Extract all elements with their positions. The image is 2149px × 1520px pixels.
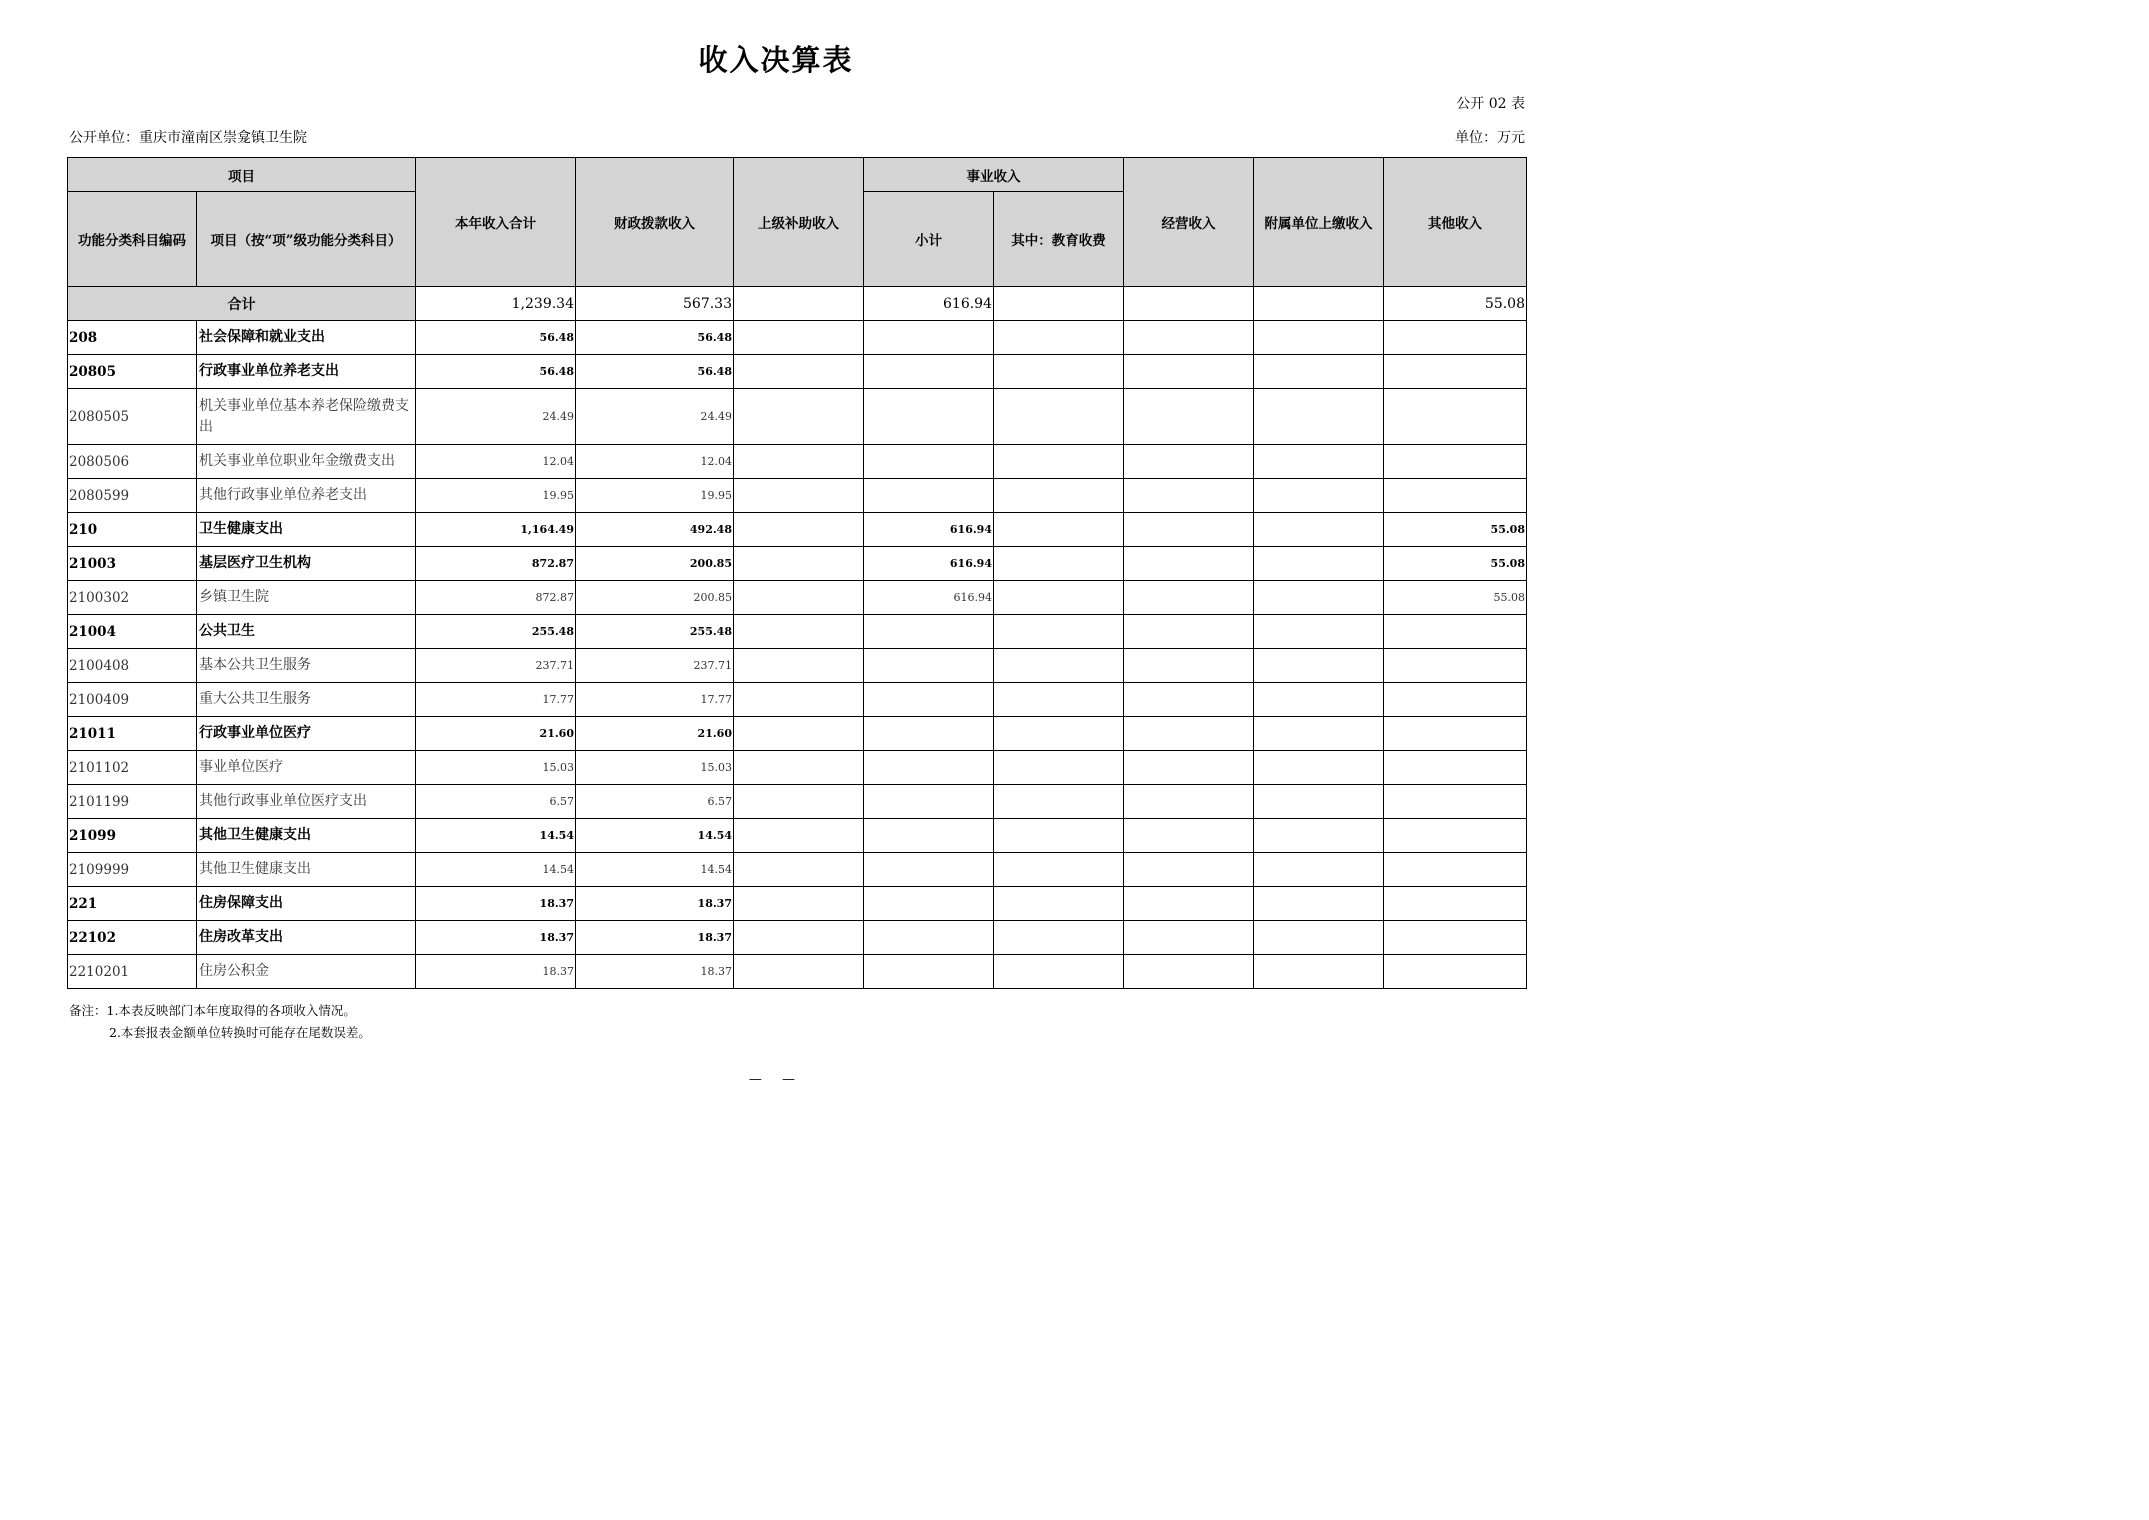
row-name: 卫生健康支出 <box>197 513 416 547</box>
row-edu <box>994 479 1124 513</box>
table-row <box>68 321 1527 355</box>
total-edu <box>994 287 1124 321</box>
row-superior <box>734 853 864 887</box>
table-row <box>68 887 1527 921</box>
header-name: 项目（按“项”级功能分类科目） <box>197 192 416 287</box>
row-code: 2210201 <box>68 955 197 989</box>
form-number: 公开 02 表 <box>1456 96 1525 112</box>
row-total: 14.54 <box>416 853 576 887</box>
row-superior <box>734 479 864 513</box>
row-affiliated <box>1254 819 1384 853</box>
row-total: 255.48 <box>416 615 576 649</box>
row-other <box>1384 785 1527 819</box>
row-operating <box>1124 321 1254 355</box>
row-fiscal: 12.04 <box>576 445 734 479</box>
row-total: 21.60 <box>416 717 576 751</box>
row-superior <box>734 683 864 717</box>
row-fiscal: 24.49 <box>576 389 734 445</box>
row-other <box>1384 955 1527 989</box>
row-name: 其他卫生健康支出 <box>197 819 416 853</box>
row-superior <box>734 785 864 819</box>
row-total: 872.87 <box>416 581 576 615</box>
row-fiscal: 200.85 <box>576 581 734 615</box>
row-code: 20805 <box>68 355 197 389</box>
row-affiliated <box>1254 649 1384 683</box>
row-subtotal: 616.94 <box>864 547 994 581</box>
row-other <box>1384 615 1527 649</box>
row-edu <box>994 649 1124 683</box>
header-code: 功能分类科目编码 <box>68 192 197 287</box>
row-operating <box>1124 683 1254 717</box>
row-other <box>1384 921 1527 955</box>
row-total: 12.04 <box>416 445 576 479</box>
row-other <box>1384 887 1527 921</box>
row-superior <box>734 955 864 989</box>
row-subtotal <box>864 615 994 649</box>
row-code: 2101102 <box>68 751 197 785</box>
table-row <box>68 751 1527 785</box>
row-superior <box>734 819 864 853</box>
row-fiscal: 56.48 <box>576 321 734 355</box>
row-superior <box>734 581 864 615</box>
row-operating <box>1124 785 1254 819</box>
header-total: 本年收入合计 <box>416 158 576 287</box>
row-subtotal <box>864 921 994 955</box>
row-other <box>1384 321 1527 355</box>
total-other: 55.08 <box>1384 287 1527 321</box>
row-affiliated <box>1254 683 1384 717</box>
row-total: 18.37 <box>416 955 576 989</box>
row-superior <box>734 649 864 683</box>
row-affiliated <box>1254 321 1384 355</box>
row-fiscal: 18.37 <box>576 921 734 955</box>
row-code: 21011 <box>68 717 197 751</box>
row-fiscal: 19.95 <box>576 479 734 513</box>
row-total: 56.48 <box>416 321 576 355</box>
row-edu <box>994 445 1124 479</box>
row-total: 56.48 <box>416 355 576 389</box>
table-row <box>68 581 1527 615</box>
row-total: 24.49 <box>416 389 576 445</box>
row-other <box>1384 853 1527 887</box>
row-name: 其他卫生健康支出 <box>197 853 416 887</box>
row-edu <box>994 547 1124 581</box>
row-superior <box>734 615 864 649</box>
row-other <box>1384 819 1527 853</box>
row-other: 55.08 <box>1384 581 1527 615</box>
row-operating <box>1124 921 1254 955</box>
page-title: 收入决算表 <box>698 43 854 77</box>
row-superior <box>734 321 864 355</box>
row-name: 事业单位医疗 <box>197 751 416 785</box>
row-code: 208 <box>68 321 197 355</box>
row-affiliated <box>1254 547 1384 581</box>
row-fiscal: 237.71 <box>576 649 734 683</box>
note-1: 备注：1.本表反映部门本年度取得的各项收入情况。 <box>69 1003 356 1018</box>
row-affiliated <box>1254 887 1384 921</box>
row-name: 住房改革支出 <box>197 921 416 955</box>
row-subtotal <box>864 887 994 921</box>
row-edu <box>994 955 1124 989</box>
row-code: 2080505 <box>68 389 197 445</box>
header-subtotal: 小计 <box>864 192 994 287</box>
row-subtotal <box>864 785 994 819</box>
total-label: 合计 <box>68 287 416 321</box>
row-fiscal: 18.37 <box>576 887 734 921</box>
row-total: 19.95 <box>416 479 576 513</box>
row-name: 其他行政事业单位医疗支出 <box>197 785 416 819</box>
row-fiscal: 21.60 <box>576 717 734 751</box>
row-superior <box>734 547 864 581</box>
row-name: 行政事业单位医疗 <box>197 717 416 751</box>
row-affiliated <box>1254 751 1384 785</box>
row-fiscal: 200.85 <box>576 547 734 581</box>
total-operating <box>1124 287 1254 321</box>
row-edu <box>994 581 1124 615</box>
row-total: 18.37 <box>416 921 576 955</box>
page-footer: — — <box>748 1072 804 1087</box>
row-superior <box>734 513 864 547</box>
row-code: 21003 <box>68 547 197 581</box>
row-fiscal: 14.54 <box>576 819 734 853</box>
row-other <box>1384 649 1527 683</box>
row-code: 21004 <box>68 615 197 649</box>
row-subtotal <box>864 445 994 479</box>
row-edu <box>994 819 1124 853</box>
header-fiscal: 财政拨款收入 <box>576 158 734 287</box>
row-operating <box>1124 355 1254 389</box>
row-affiliated <box>1254 581 1384 615</box>
row-other <box>1384 683 1527 717</box>
row-edu <box>994 853 1124 887</box>
row-operating <box>1124 649 1254 683</box>
row-subtotal <box>864 649 994 683</box>
row-fiscal: 56.48 <box>576 355 734 389</box>
row-name: 乡镇卫生院 <box>197 581 416 615</box>
row-other <box>1384 445 1527 479</box>
row-total: 6.57 <box>416 785 576 819</box>
row-affiliated <box>1254 717 1384 751</box>
row-name: 住房公积金 <box>197 955 416 989</box>
row-superior <box>734 389 864 445</box>
row-code: 210 <box>68 513 197 547</box>
row-subtotal <box>864 751 994 785</box>
header-project: 项目 <box>68 158 416 192</box>
row-operating <box>1124 547 1254 581</box>
total-total: 1,239.34 <box>416 287 576 321</box>
row-name: 机关事业单位职业年金缴费支出 <box>197 445 416 479</box>
row-total: 15.03 <box>416 751 576 785</box>
row-affiliated <box>1254 445 1384 479</box>
row-subtotal <box>864 479 994 513</box>
row-edu <box>994 389 1124 445</box>
row-subtotal <box>864 355 994 389</box>
total-fiscal: 567.33 <box>576 287 734 321</box>
row-subtotal <box>864 819 994 853</box>
row-name: 重大公共卫生服务 <box>197 683 416 717</box>
table-body <box>68 158 1527 989</box>
row-fiscal: 6.57 <box>576 785 734 819</box>
row-operating <box>1124 751 1254 785</box>
row-affiliated <box>1254 355 1384 389</box>
total-superior <box>734 287 864 321</box>
row-fiscal: 15.03 <box>576 751 734 785</box>
row-operating <box>1124 853 1254 887</box>
row-subtotal <box>864 389 994 445</box>
row-edu <box>994 683 1124 717</box>
row-affiliated <box>1254 615 1384 649</box>
row-edu <box>994 355 1124 389</box>
row-superior <box>734 751 864 785</box>
notes <box>69 1000 371 1044</box>
row-operating <box>1124 389 1254 445</box>
row-edu <box>994 615 1124 649</box>
row-operating <box>1124 717 1254 751</box>
row-affiliated <box>1254 785 1384 819</box>
row-subtotal <box>864 321 994 355</box>
row-other <box>1384 479 1527 513</box>
total-subtotal: 616.94 <box>864 287 994 321</box>
row-total: 1,164.49 <box>416 513 576 547</box>
row-affiliated <box>1254 921 1384 955</box>
total-row <box>68 287 1527 321</box>
table-row <box>68 513 1527 547</box>
header-business: 事业收入 <box>864 158 1124 192</box>
row-subtotal: 616.94 <box>864 513 994 547</box>
table-row <box>68 683 1527 717</box>
row-code: 21099 <box>68 819 197 853</box>
row-other <box>1384 355 1527 389</box>
row-subtotal <box>864 683 994 717</box>
row-code: 2080599 <box>68 479 197 513</box>
row-total: 18.37 <box>416 887 576 921</box>
row-total: 872.87 <box>416 547 576 581</box>
row-name: 住房保障支出 <box>197 887 416 921</box>
row-name: 公共卫生 <box>197 615 416 649</box>
total-affiliated <box>1254 287 1384 321</box>
table-row <box>68 355 1527 389</box>
row-code: 22102 <box>68 921 197 955</box>
row-other <box>1384 717 1527 751</box>
row-code: 221 <box>68 887 197 921</box>
row-operating <box>1124 819 1254 853</box>
row-superior <box>734 921 864 955</box>
row-operating <box>1124 445 1254 479</box>
row-superior <box>734 887 864 921</box>
header-affiliated: 附属单位上缴收入 <box>1254 158 1384 287</box>
row-affiliated <box>1254 955 1384 989</box>
reporting-unit: 公开单位：重庆市潼南区崇龛镇卫生院 <box>69 130 307 146</box>
table-row <box>68 615 1527 649</box>
header-other: 其他收入 <box>1384 158 1527 287</box>
row-edu <box>994 751 1124 785</box>
row-edu <box>994 887 1124 921</box>
row-name: 其他行政事业单位养老支出 <box>197 479 416 513</box>
table-row <box>68 921 1527 955</box>
row-superior <box>734 445 864 479</box>
row-edu <box>994 921 1124 955</box>
row-name: 机关事业单位基本养老保险缴费支出 <box>197 389 416 445</box>
row-total: 17.77 <box>416 683 576 717</box>
row-fiscal: 17.77 <box>576 683 734 717</box>
row-code: 2100408 <box>68 649 197 683</box>
table-row <box>68 389 1527 445</box>
row-operating <box>1124 513 1254 547</box>
row-code: 2101199 <box>68 785 197 819</box>
row-name: 行政事业单位养老支出 <box>197 355 416 389</box>
row-code: 2109999 <box>68 853 197 887</box>
row-fiscal: 492.48 <box>576 513 734 547</box>
table-row <box>68 649 1527 683</box>
row-name: 基层医疗卫生机构 <box>197 547 416 581</box>
row-superior <box>734 355 864 389</box>
row-total: 237.71 <box>416 649 576 683</box>
row-edu <box>994 513 1124 547</box>
row-total: 14.54 <box>416 819 576 853</box>
row-affiliated <box>1254 389 1384 445</box>
table-row <box>68 717 1527 751</box>
header-superior: 上级补助收入 <box>734 158 864 287</box>
row-operating <box>1124 581 1254 615</box>
row-operating <box>1124 479 1254 513</box>
row-edu <box>994 717 1124 751</box>
row-subtotal: 616.94 <box>864 581 994 615</box>
row-operating <box>1124 955 1254 989</box>
row-affiliated <box>1254 853 1384 887</box>
row-other: 55.08 <box>1384 547 1527 581</box>
currency-unit: 单位：万元 <box>1455 130 1525 146</box>
row-edu <box>994 321 1124 355</box>
row-affiliated <box>1254 513 1384 547</box>
row-subtotal <box>864 955 994 989</box>
row-code: 2080506 <box>68 445 197 479</box>
row-subtotal <box>864 717 994 751</box>
header-operating: 经营收入 <box>1124 158 1254 287</box>
row-operating <box>1124 887 1254 921</box>
table-row <box>68 819 1527 853</box>
row-subtotal <box>864 853 994 887</box>
row-other <box>1384 751 1527 785</box>
row-name: 基本公共卫生服务 <box>197 649 416 683</box>
row-other: 55.08 <box>1384 513 1527 547</box>
row-affiliated <box>1254 479 1384 513</box>
row-code: 2100409 <box>68 683 197 717</box>
table-row <box>68 479 1527 513</box>
table-row <box>68 955 1527 989</box>
row-name: 社会保障和就业支出 <box>197 321 416 355</box>
row-operating <box>1124 615 1254 649</box>
row-fiscal: 14.54 <box>576 853 734 887</box>
row-code: 2100302 <box>68 581 197 615</box>
income-table <box>67 157 1527 989</box>
row-edu <box>994 785 1124 819</box>
table-row <box>68 853 1527 887</box>
note-2: 2.本套报表金额单位转换时可能存在尾数误差。 <box>109 1025 371 1040</box>
table-row <box>68 785 1527 819</box>
header-edu: 其中：教育收费 <box>994 192 1124 287</box>
table-row <box>68 445 1527 479</box>
row-fiscal: 255.48 <box>576 615 734 649</box>
row-other <box>1384 389 1527 445</box>
row-superior <box>734 717 864 751</box>
row-fiscal: 18.37 <box>576 955 734 989</box>
table-row <box>68 547 1527 581</box>
